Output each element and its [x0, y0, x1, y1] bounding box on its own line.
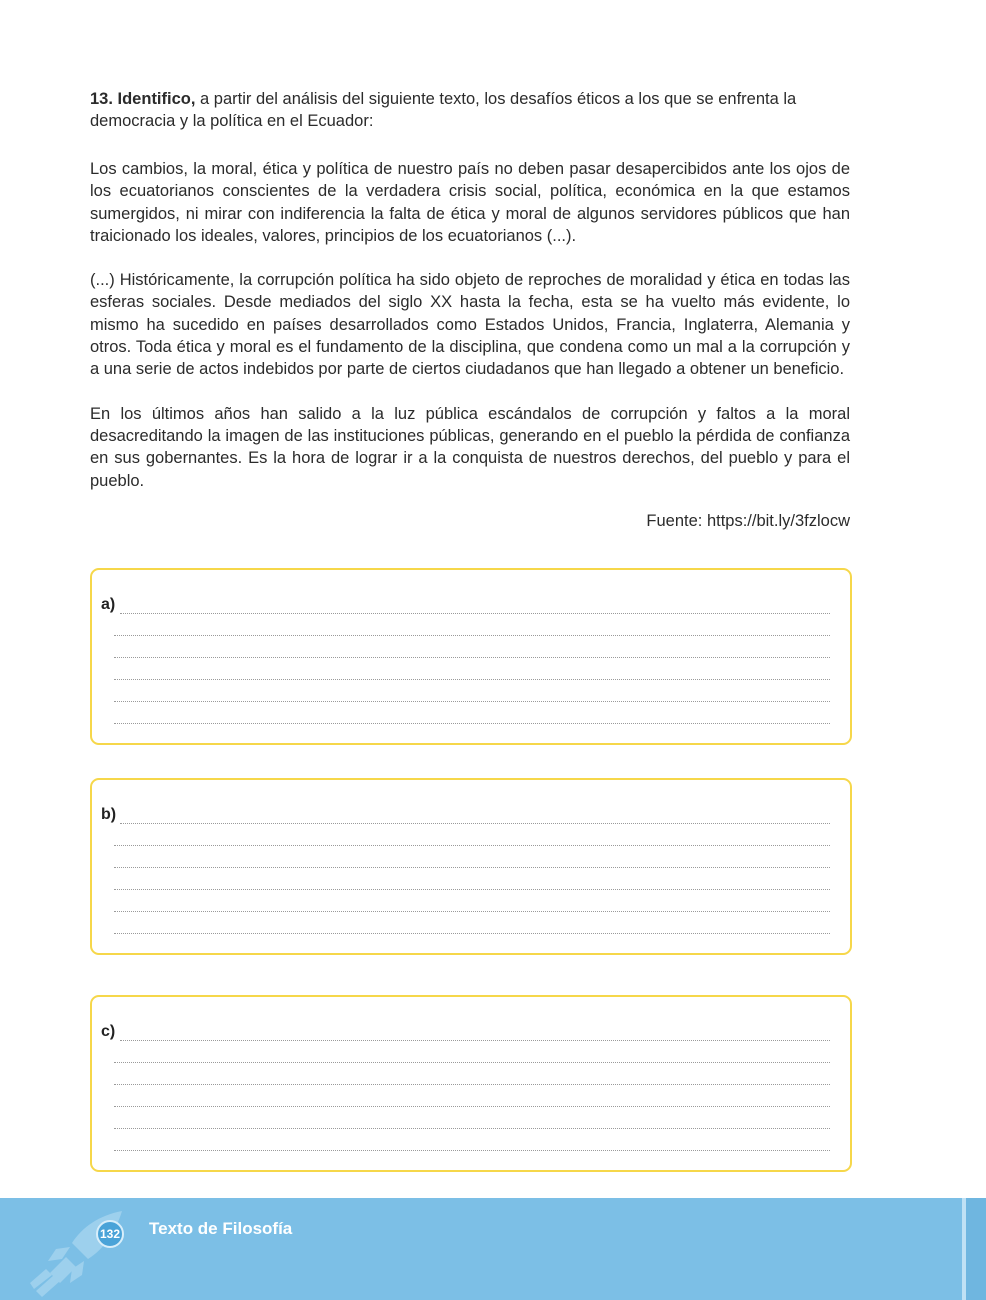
answer-line[interactable] — [120, 823, 830, 824]
answer-line[interactable] — [114, 889, 830, 890]
answer-label-b: b) — [101, 806, 117, 823]
answer-line[interactable] — [114, 723, 830, 724]
answer-line[interactable] — [120, 1040, 830, 1041]
source-citation: Fuente: https://bit.ly/3fzlocw — [646, 511, 850, 530]
question-number: 13. Identifico, — [90, 90, 196, 108]
answer-box-c[interactable] — [90, 995, 852, 1172]
answer-line[interactable] — [114, 1084, 830, 1085]
rocket-icon — [30, 1203, 140, 1300]
footer-edge-tab — [966, 1198, 986, 1300]
answer-box-a[interactable] — [90, 568, 852, 745]
answer-line[interactable] — [114, 1106, 830, 1107]
answer-line[interactable] — [114, 867, 830, 868]
page-content — [90, 88, 850, 532]
passage-paragraph-3: En los últimos años han salido a la luz pública escándalos de corrupción y faltos a la moral desacreditando la imagen de las instituciones públicas, generando en el pueblo la pérdida de confianza en sus gobernantes. Es la hora de lograr ir a la conquista de nuestros derechos, del pueblo y para el pueblo. — [90, 404, 850, 490]
answer-line[interactable] — [114, 701, 830, 702]
question-text: a partir del análisis del siguiente texto, los desafíos éticos a los que se enfrenta la democracia y la política en el Ecuador: — [90, 90, 797, 130]
answer-line[interactable] — [114, 1150, 830, 1151]
answer-line[interactable] — [114, 1128, 830, 1129]
answer-box-b[interactable] — [90, 778, 852, 955]
answer-label-a: a) — [101, 596, 116, 613]
answer-line[interactable] — [114, 679, 830, 680]
answer-line[interactable] — [120, 613, 830, 614]
page-number-badge: 132 — [96, 1220, 124, 1248]
passage-paragraph-2: (...) Históricamente, la corrupción política ha sido objeto de reproches de moralidad y ética en todas las esferas sociales. Desde mediados del siglo XX hasta la fecha, esta se ha vuelto más evidente, lo mismo ha sucedido en países desarrollados como Estados Unidos, Francia, Inglaterra, Alemania y otros. Toda ética y moral es el fundamento de la disciplina, que condena como un mal a la corrupción y a una serie de actos indebidos por parte de ciertos ciudadanos que han llegado a obtener un beneficio. — [90, 271, 850, 379]
answer-line[interactable] — [114, 933, 830, 934]
answer-line[interactable] — [114, 635, 830, 636]
answer-line[interactable] — [114, 845, 830, 846]
answer-line[interactable] — [114, 911, 830, 912]
answer-label-c: c) — [101, 1023, 116, 1040]
footer-title: Texto de Filosofía — [149, 1219, 293, 1238]
answer-line[interactable] — [114, 1062, 830, 1063]
answer-line[interactable] — [114, 657, 830, 658]
footer-band — [0, 1198, 986, 1300]
passage-paragraph-1: Los cambios, la moral, ética y política de nuestro país no deben pasar desapercibidos ante los ojos de los ecuatorianos conscientes de la verdadera crisis social, política, económica en la que estamos sumergidos, ni mirar con indiferencia la falta de ética y moral de algunos servidores públicos que han traicionado los ideales, valores, principios de los ecuatorianos (...). — [90, 160, 850, 245]
reading-passage — [90, 158, 850, 492]
question-13 — [90, 88, 850, 132]
